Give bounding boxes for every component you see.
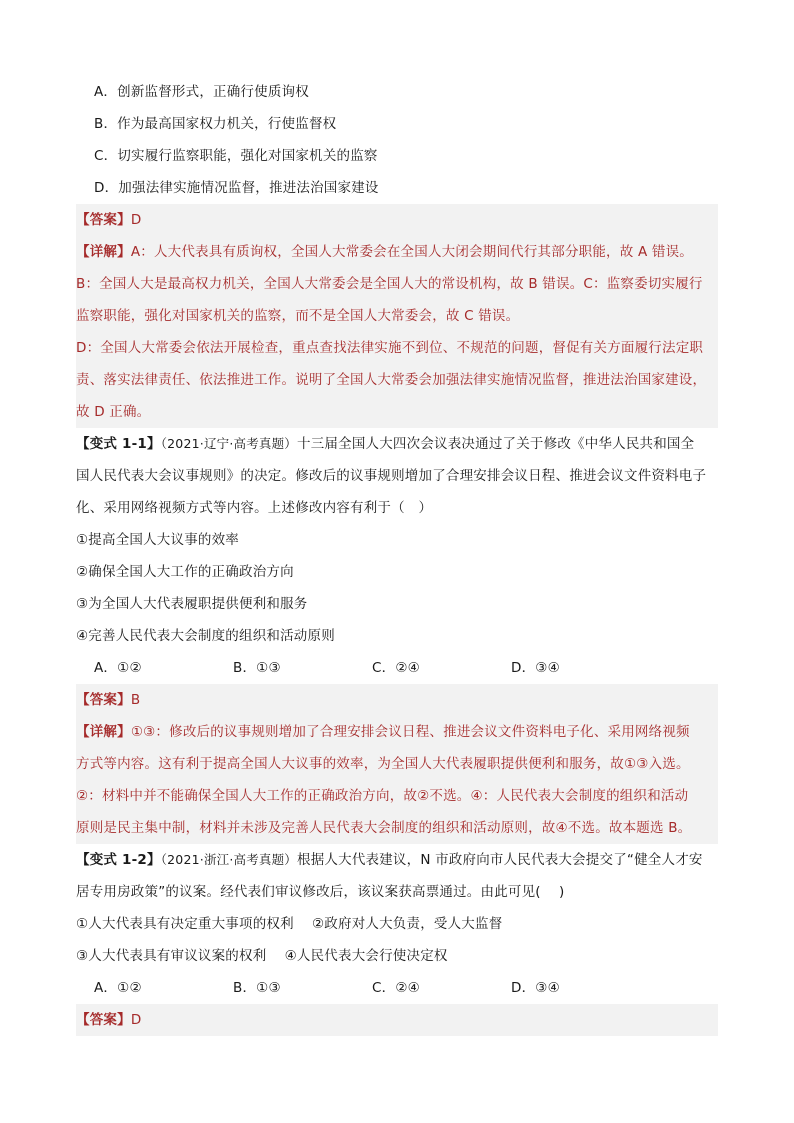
question-stem: 国人民代表大会议事规则》的决定。修改后的议事规则增加了合理安排会议日程、推进会议文件资料电子 <box>76 468 707 484</box>
question-stem <box>76 844 718 876</box>
document-page <box>76 76 718 1036</box>
detail-line <box>76 236 718 268</box>
choice-d: D．③④ <box>511 980 560 996</box>
detail-line: B：全国人大是最高权力机关，全国人大常委会是全国人大的常设机构，故 B 错误。C：监察委切实履行 <box>76 276 703 292</box>
choice-d: D．③④ <box>511 660 560 676</box>
option-a: A．创新监督形式，正确行使质询权 <box>94 84 309 100</box>
answer-line <box>76 684 718 716</box>
detail-line: 责、落实法律责任、依法推进工作。说明了全国人大常委会加强法律实施情况监督，推进法治国家建设， <box>76 372 707 388</box>
stem-text: 根据人大代表建议，N 市政府向市人民代表大会提交了“健全人才安 <box>297 852 703 868</box>
choice-c: C．②④ <box>372 980 420 996</box>
answer-block-1 <box>76 204 718 428</box>
detail-line: 方式等内容。这有利于提高全国人大议事的效率，为全国人大代表履职提供便利和服务，故①③入选。 <box>76 756 690 772</box>
answer-line <box>76 204 718 236</box>
source-label: （2021·辽宁·高考真题） <box>160 436 298 451</box>
answer-line <box>76 1004 718 1036</box>
detail-text: ①③：修改后的议事规则增加了合理安排会议日程、推进会议文件资料电子化、采用网络视频 <box>130 724 690 740</box>
option-b: B．作为最高国家权力机关，行使监督权 <box>94 116 337 132</box>
detail-line <box>76 716 718 748</box>
question-stem: 化、采用网络视频方式等内容。上述修改内容有利于（ ） <box>76 500 433 516</box>
choice-row <box>76 652 718 684</box>
detail-line: 故 D 正确。 <box>76 404 151 420</box>
choice-a: A．①② <box>94 980 142 996</box>
statement-item: ④完善人民代表大会制度的组织和活动原则 <box>76 628 335 644</box>
option-d: D．加强法律实施情况监督，推进法治国家建设 <box>94 180 379 196</box>
answer-tag: 【答案】 <box>76 212 131 228</box>
answer-block-3 <box>76 1004 718 1036</box>
answer-value: D <box>130 212 142 228</box>
option-c: C．切实履行监察职能，强化对国家机关的监察 <box>94 148 378 164</box>
detail-line: D：全国人大常委会依法开展检查，重点查找法律实施不到位、不规范的问题，督促有关方面履行法定职 <box>76 340 704 356</box>
answer-block-2 <box>76 684 718 844</box>
source-label: （2021·浙江·高考真题） <box>160 852 298 867</box>
statement-item: ③为全国人大代表履职提供便利和服务 <box>76 596 308 612</box>
statement-item: ③人大代表具有审议议案的权利 ④人民代表大会行使决定权 <box>76 948 448 964</box>
question-stem <box>76 428 718 460</box>
choice-b: B．①③ <box>233 660 281 676</box>
detail-line: 原则是民主集中制，材料并未涉及完善人民代表大会制度的组织和活动原则，故④不选。故本题选 B。 <box>76 820 692 836</box>
choice-row <box>76 972 718 1004</box>
choice-b: B．①③ <box>233 980 281 996</box>
choice-c: C．②④ <box>372 660 420 676</box>
detail-line: 监察职能，强化对国家机关的监察，而不是全国人大常委会，故 C 错误。 <box>76 308 520 324</box>
answer-tag: 【答案】 <box>76 692 131 708</box>
question-stem: 居专用房政策”的议案。经代表们审议修改后，该议案获高票通过。由此可见( ) <box>76 884 565 900</box>
detail-tag: 【详解】 <box>76 244 131 260</box>
statement-item: ②确保全国人大工作的正确政治方向 <box>76 564 294 580</box>
answer-tag: 【答案】 <box>76 1012 131 1028</box>
variant-tag: 【变式 1-1】 <box>76 436 161 452</box>
answer-value: B <box>130 692 141 708</box>
statement-item: ①提高全国人大议事的效率 <box>76 532 240 548</box>
choice-a: A．①② <box>94 660 142 676</box>
variant-tag: 【变式 1-2】 <box>76 852 161 868</box>
stem-text: 十三届全国人大四次会议表决通过了关于修改《中华人民共和国全 <box>297 436 695 452</box>
detail-text: A：人大代表具有质询权，全国人大常委会在全国人大闭会期间代行其部分职能，故 A 错误。 <box>130 244 693 260</box>
answer-value: D <box>130 1012 142 1028</box>
detail-line: ②：材料中并不能确保全国人大工作的正确政治方向，故②不选。④：人民代表大会制度的组织和活动 <box>76 788 689 804</box>
detail-tag: 【详解】 <box>76 724 131 740</box>
statement-item: ①人大代表具有决定重大事项的权利 ②政府对人大负责，受人大监督 <box>76 916 503 932</box>
